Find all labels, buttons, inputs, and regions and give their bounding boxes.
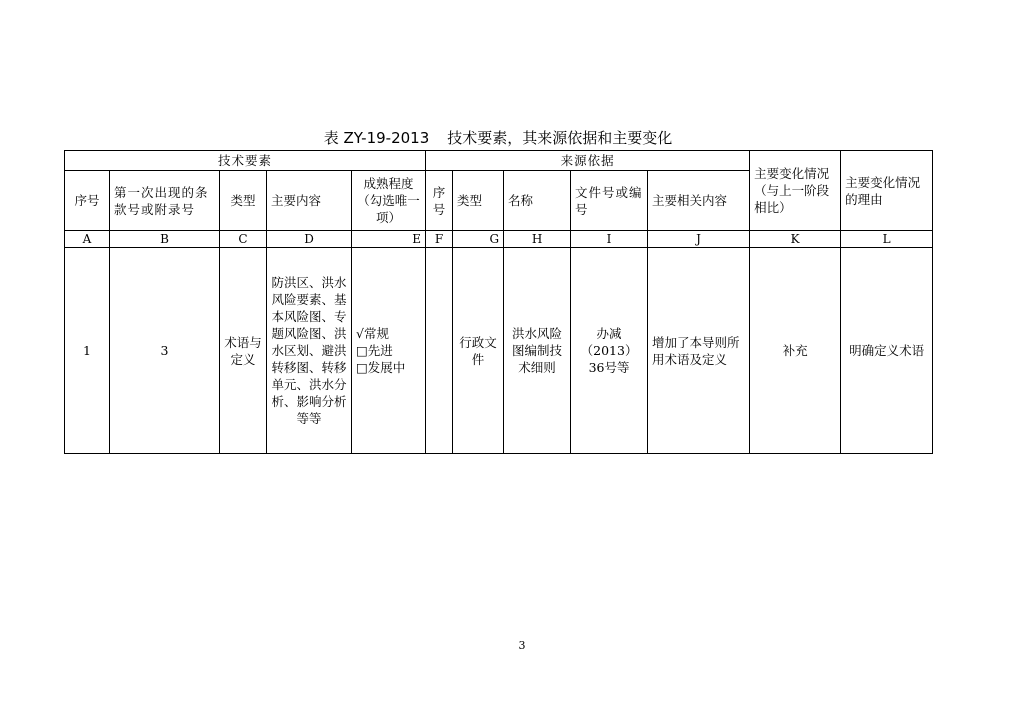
table-title — [64, 127, 932, 149]
table-title-main: 技术要素，其来源依据和主要变化 — [447, 129, 673, 147]
table-row — [65, 248, 933, 454]
header-main-change: 主要变化情况（与上一阶段相比） — [750, 151, 841, 231]
letter-h: H — [504, 231, 571, 248]
header-change-reason: 主要变化情况的理由 — [841, 151, 933, 231]
tech-elements-table — [64, 150, 933, 454]
cell-type: 术语与定义 — [220, 248, 267, 454]
header-doc-no: 文件号或编号 — [571, 171, 648, 231]
cell-reason: 明确定义术语 — [841, 248, 933, 454]
letter-c: C — [220, 231, 267, 248]
letter-d: D — [267, 231, 352, 248]
group-header-tech: 技术要素 — [65, 151, 426, 171]
header-content: 主要内容 — [267, 171, 352, 231]
letter-g: G — [453, 231, 504, 248]
cell-content: 防洪区、洪水风险要素、基本风险图、专题风险图、洪水区划、避洪转移图、转移单元、洪水分析、影响分析等等 — [267, 248, 352, 454]
letter-a: A — [65, 231, 110, 248]
letter-f: F — [426, 231, 453, 248]
table-title-prefix: 表 ZY-19-2013 — [323, 129, 430, 147]
letter-l: L — [841, 231, 933, 248]
header-type: 类型 — [220, 171, 267, 231]
cell-doc-no: 办减（2013）36号等 — [571, 248, 648, 454]
cell-maturity — [352, 248, 426, 454]
header-seq: 序号 — [65, 171, 110, 231]
header-related: 主要相关内容 — [648, 171, 750, 231]
maturity-option-conventional: √常规 — [356, 326, 389, 341]
header-maturity: 成熟程度（勾选唯一项） — [352, 171, 426, 231]
cell-src-name: 洪水风险图编制技术细则 — [504, 248, 571, 454]
cell-src-seq — [426, 248, 453, 454]
header-clause: 第一次出现的条款号或附录号 — [110, 171, 220, 231]
header-src-type: 类型 — [453, 171, 504, 231]
cell-src-type: 行政文件 — [453, 248, 504, 454]
page-number: 3 — [518, 639, 526, 652]
maturity-option-developing: □发展中 — [356, 360, 406, 375]
letter-b: B — [110, 231, 220, 248]
cell-seq: 1 — [65, 248, 110, 454]
letter-j: J — [648, 231, 750, 248]
header-src-seq: 序号 — [426, 171, 453, 231]
letter-e: E — [352, 231, 426, 248]
letter-k: K — [750, 231, 841, 248]
letter-i: I — [571, 231, 648, 248]
maturity-option-advanced: □先进 — [356, 343, 393, 358]
cell-change: 补充 — [750, 248, 841, 454]
cell-related: 增加了本导则所用术语及定义 — [648, 248, 750, 454]
group-header-source: 来源依据 — [426, 151, 750, 171]
header-src-name: 名称 — [504, 171, 571, 231]
cell-clause: 3 — [110, 248, 220, 454]
